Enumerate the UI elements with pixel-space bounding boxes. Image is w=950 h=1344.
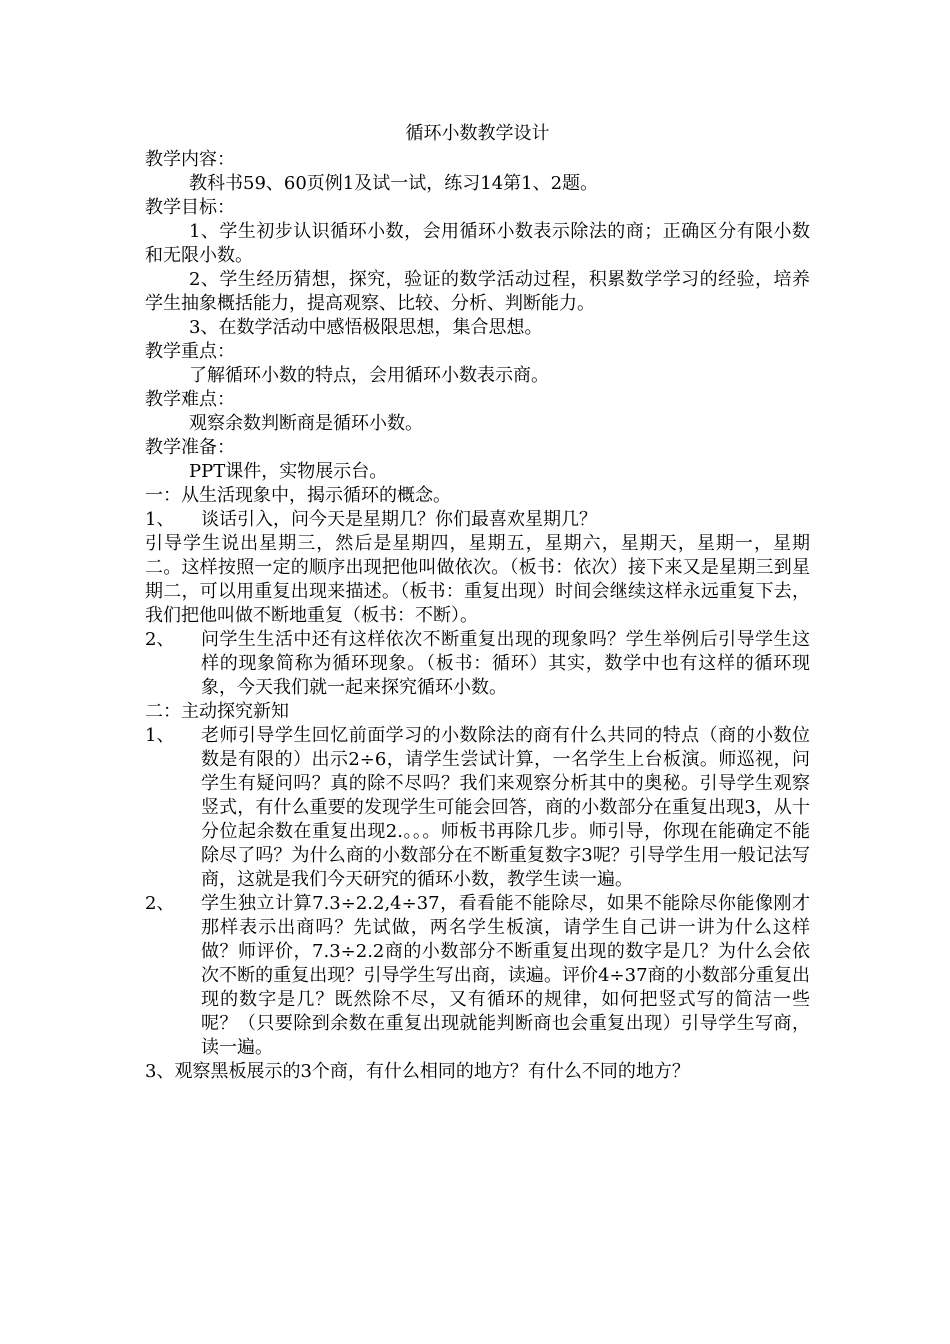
list-number: 1、 xyxy=(145,725,175,746)
list-item xyxy=(145,892,810,1060)
difficulty-text: 观察余数判断商是循环小数。 xyxy=(189,413,423,434)
section-heading-key: 教学重点： xyxy=(145,341,235,362)
section-heading-preparation: 教学准备： xyxy=(145,437,235,458)
list-text: 谈话引入，问今天是星期几？你们最喜欢星期几？ xyxy=(201,509,597,530)
part-two-heading: 二：主动探究新知 xyxy=(145,701,289,722)
list-text: 老师引导学生回忆前面学习的小数除法的商有什么共同的特点（商的小数位数是有限的）出示2÷6，请学生尝试计算，一名学生上台板演。师巡视，问学生有疑问吗？真的除不尽吗？我们来观察分析其中的奥秘。引导学生观察竖式，有什么重要的发现学生可能会回答，商的小数部分在重复出现3，从十分位起余数在重复出现2.。。。师板书再除几步。师引导，你现在能确定不能除尽了吗？为什么商的小数部分在不断重复数字3呢？引导学生用一般记法写商，这就是我们今天研究的循环小数，教学生读一遍。 xyxy=(201,725,810,890)
preparation-text: PPT课件，实物展示台。 xyxy=(189,461,388,482)
section-heading-content: 教学内容： xyxy=(145,149,235,170)
list-number: 1、 xyxy=(145,509,175,530)
goal-item: 2、学生经历猜想，探究，验证的数学活动过程，积累数学学习的经验，培养学生抽象概括能力，提高观察、比较、分析、判断能力。 xyxy=(145,269,810,314)
goal-item: 1、学生初步认识循环小数，会用循环小数表示除法的商；正确区分有限小数和无限小数。 xyxy=(145,221,810,266)
document-title: 循环小数教学设计 xyxy=(405,123,550,144)
list-item xyxy=(145,628,810,700)
list-number: 2、 xyxy=(145,629,175,650)
list-text: 问学生生活中还有这样依次不断重复出现的现象吗？学生举例后引导学生这样的现象简称为循环现象。（板书：循环）其实，数学中也有这样的循环现象，今天我们就一起来探究循环小数。 xyxy=(201,629,810,698)
document-body xyxy=(145,122,810,1084)
section-heading-goals: 教学目标： xyxy=(145,197,235,218)
content-text: 教科书59、60页例1及试一试，练习14第1、2题。 xyxy=(189,173,599,194)
section-heading-difficulty: 教学难点： xyxy=(145,389,235,410)
goal-item: 3、在数学活动中感悟极限思想，集合思想。 xyxy=(189,317,543,338)
key-text: 了解循环小数的特点，会用循环小数表示商。 xyxy=(189,365,549,386)
list-item xyxy=(145,724,810,892)
list-item xyxy=(145,508,810,532)
list-text: 学生独立计算7.3÷2.2,4÷37，看看能不能除尽，如果不能除尽你能像刚才那样表示出商吗？先试做，两名学生板演，请学生自己讲一讲为什么这样做？师评价，7.3÷2.2商的小数部分不断重复出现的数字是几？为什么会依次不断的重复出现？引导学生写出商，读遍。评价4÷37商的小数部分重复出现的数字是几？既然除不尽，又有循环的规律，如何把竖式写的简洁一些呢？（只要除到余数在重复出现就能判断商也会重复出现）引导学生写商，读一遍。 xyxy=(201,893,810,1058)
list-number: 2、 xyxy=(145,893,175,914)
list-item: 3、观察黑板展示的3个商，有什么相同的地方？有什么不同的地方？ xyxy=(145,1061,690,1082)
part-one-heading: 一：从生活现象中，揭示循环的概念。 xyxy=(145,485,451,506)
paragraph: 引导学生说出星期三，然后是星期四，星期五，星期六，星期天，星期一，星期二。这样按照一定的顺序出现把他叫做依次。（板书：依次）接下来又是星期三到星期二，可以用重复出现来描述。（板书：重复出现）时间会继续这样永远重复下去，我们把他叫做不断地重复（板书：不断）。 xyxy=(145,533,810,626)
